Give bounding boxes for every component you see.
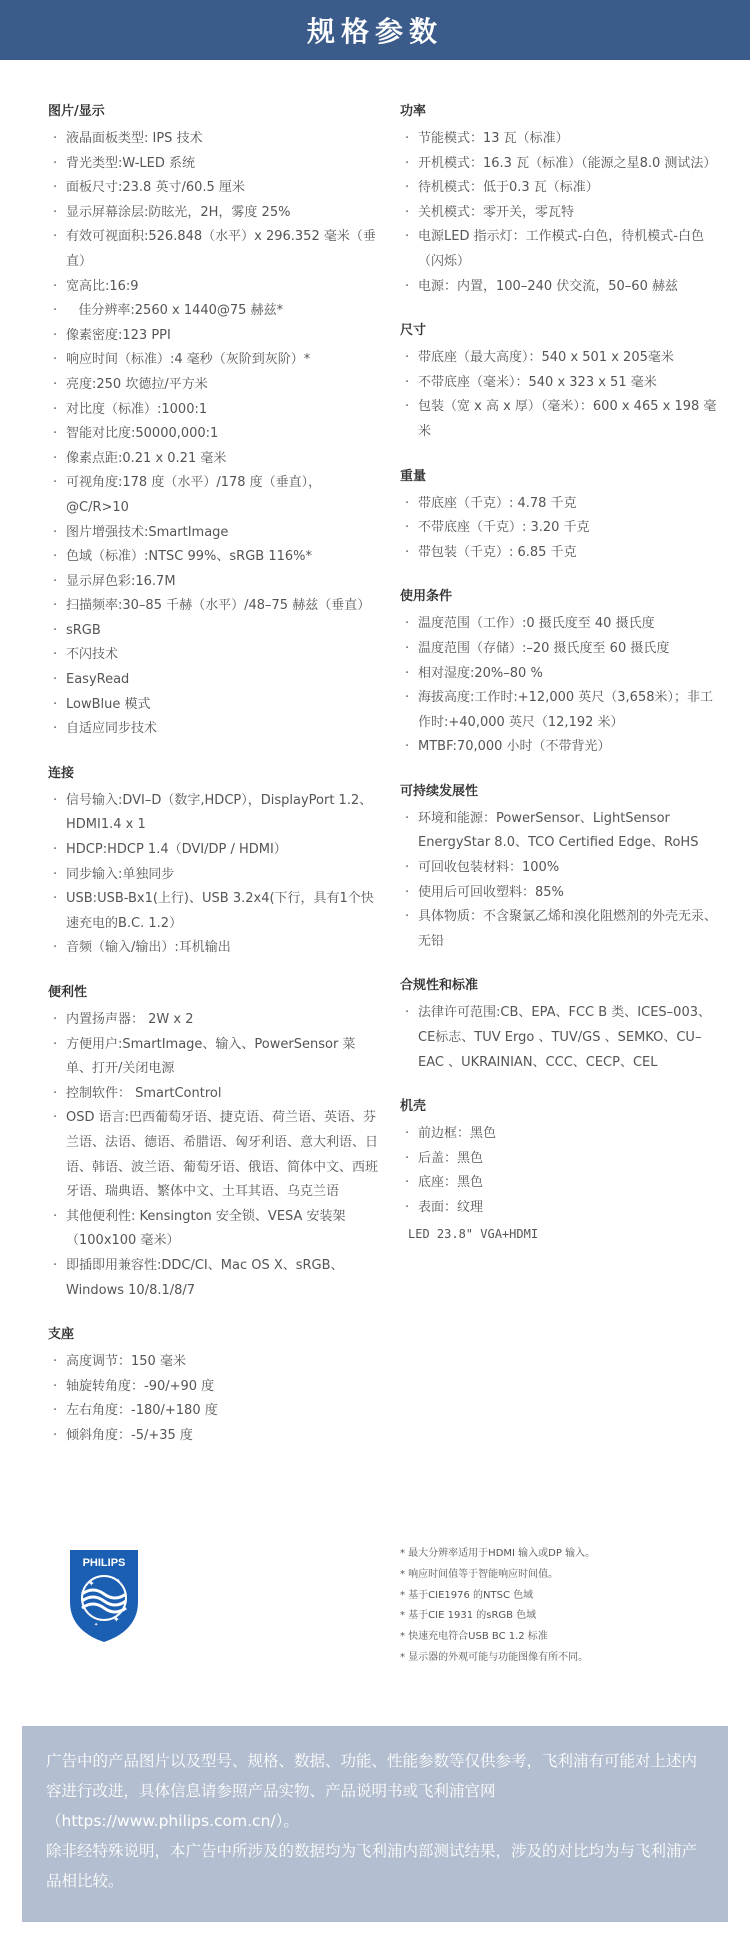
spec-item: · 开机模式：16.3 瓦（标准）（能源之星8.0 测试法） bbox=[400, 152, 720, 177]
footnote: * 显示器的外观可能与功能图像有所不同。 bbox=[400, 1651, 589, 1663]
section-display bbox=[48, 104, 378, 742]
spec-item: · 显示屏幕涂层:防眩光，2H，雾度 25% bbox=[48, 201, 378, 226]
spec-item: · 后盖：黑色 bbox=[400, 1147, 720, 1172]
section-title: 便利性 bbox=[48, 985, 88, 1000]
model-note: LED 23.8" VGA+HDMI bbox=[408, 1226, 539, 1241]
spec-item: · 可视角度:178 度（水平）/178 度（垂直），@C/R>10 bbox=[48, 471, 378, 520]
spec-list bbox=[400, 612, 720, 760]
spec-item: · 响应时间（标准）:4 毫秒（灰阶到灰阶）* bbox=[48, 348, 378, 373]
spec-item: · 左右角度：-180/+180 度 bbox=[48, 1399, 378, 1424]
svg-text:✦: ✦ bbox=[113, 1615, 120, 1624]
spec-item: · 环境和能源：PowerSensor、LightSensor EnergyStar 8.0、TCO Certified Edge、RoHS bbox=[400, 807, 720, 856]
svg-text:✦: ✦ bbox=[94, 1622, 99, 1628]
spec-item: · 具体物质：不含聚氯乙烯和溴化阻燃剂的外壳无汞、无铅 bbox=[400, 905, 720, 954]
spec-item: · 底座：黑色 bbox=[400, 1171, 720, 1196]
section-operating-conditions bbox=[400, 589, 720, 760]
spec-item: · 同步输入:单独同步 bbox=[48, 863, 378, 888]
spec-item: · 信号输入:DVI–D（数字,HDCP），DisplayPort 1.2、HDMI1.4 x 1 bbox=[48, 789, 378, 838]
section-convenience bbox=[48, 985, 378, 1303]
section-title: 连接 bbox=[48, 765, 75, 781]
spec-item: · sRGB bbox=[48, 619, 378, 644]
spec-list bbox=[400, 346, 720, 444]
footnote: * 基于CIE1976 的NTSC 色域 bbox=[400, 1589, 534, 1601]
spec-item: · 电源LED 指示灯：工作模式-白色，待机模式-白色（闪烁） bbox=[400, 225, 720, 274]
spec-item: · 内置扬声器： 2W x 2 bbox=[48, 1008, 378, 1033]
spec-item: · 对比度（标准）:1000:1 bbox=[48, 398, 378, 423]
svg-text:✦: ✦ bbox=[88, 1579, 95, 1588]
spec-item: · 轴旋转角度：-90/+90 度 bbox=[48, 1375, 378, 1400]
footnotes bbox=[400, 1544, 720, 1669]
left-column bbox=[48, 104, 378, 1473]
spec-item: · 佳分辨率:2560 x 1440@75 赫兹* bbox=[48, 299, 378, 324]
section-cabinet bbox=[400, 1099, 720, 1220]
spec-item: · 像素点距:0.21 x 0.21 毫米 bbox=[48, 447, 378, 472]
section-title: 重量 bbox=[400, 468, 427, 484]
spec-item: · 海拔高度:工作时:+12,000 英尺（3,658米）；非工作时:+40,000 英尺（12,192 米） bbox=[400, 686, 720, 735]
spec-item: · 前边框：黑色 bbox=[400, 1122, 720, 1147]
spec-list bbox=[48, 789, 378, 961]
spec-list bbox=[400, 492, 720, 566]
spec-item: · MTBF:70,000 小时（不带背光） bbox=[400, 735, 720, 760]
right-column bbox=[400, 104, 720, 1241]
spec-item: · 关机模式：零开关，零瓦特 bbox=[400, 201, 720, 226]
spec-item: · HDCP:HDCP 1.4（DVI/DP / HDMI） bbox=[48, 838, 378, 863]
spec-list bbox=[48, 127, 378, 742]
spec-item: · 待机模式：低于0.3 瓦（标准） bbox=[400, 176, 720, 201]
section-stand bbox=[48, 1327, 378, 1448]
section-dimensions bbox=[400, 323, 720, 444]
spec-item: · 其他便利性: Kensington 安全锁、VESA 安装架（100x100 毫米） bbox=[48, 1205, 378, 1254]
disclaimer-text: 广告中的产品图片以及型号、规格、数据、功能、性能参数等仅供参考，飞利浦有可能对上述内容进行改进，具体信息请参照产品实物、产品说明书或飞利浦官网（https://www.philips.com.cn/）。 bbox=[46, 1752, 698, 1830]
spec-item: · 背光类型:W-LED 系统 bbox=[48, 152, 378, 177]
spec-item: · 倾斜角度：-5/+35 度 bbox=[48, 1424, 378, 1449]
section-title: 合规性和标准 bbox=[400, 978, 479, 994]
section-power bbox=[400, 104, 720, 299]
spec-item: · 带底座（最大高度）：540 x 501 x 205毫米 bbox=[400, 346, 720, 371]
section-title: 机壳 bbox=[400, 1099, 427, 1115]
spec-item: · LowBlue 模式 bbox=[48, 693, 378, 718]
section-title: 功率 bbox=[400, 104, 427, 119]
spec-item: · 控制软件： SmartControl bbox=[48, 1082, 378, 1107]
spec-item: · 不带底座（千克）: 3.20 千克 bbox=[400, 516, 720, 541]
footnote: * 最大分辨率适用于HDMI 输入或DP 输入。 bbox=[400, 1548, 596, 1559]
spec-item: · 音频（输入/输出）:耳机输出 bbox=[48, 936, 378, 961]
header-banner bbox=[0, 0, 750, 60]
section-connectivity bbox=[48, 766, 378, 961]
disclaimer-box bbox=[22, 1726, 728, 1922]
spec-item: · 使用后可回收塑料：85% bbox=[400, 881, 720, 906]
footnote: * 快速充电符合USB BC 1.2 标准 bbox=[400, 1631, 548, 1643]
spec-item: · 面板尺寸:23.8 英寸/60.5 厘米 bbox=[48, 176, 378, 201]
spec-item: · 包装（宽 x 高 x 厚）（毫米）：600 x 465 x 198 毫米 bbox=[400, 395, 720, 444]
section-sustainability bbox=[400, 784, 720, 955]
section-title: 可持续发展性 bbox=[400, 783, 479, 799]
spec-item: · 节能模式：13 瓦（标准） bbox=[400, 127, 720, 152]
spec-item: · 温度范围（存储）:–20 摄氏度至 60 摄氏度 bbox=[400, 637, 720, 662]
disclaimer-text: 除非经特殊说明，本广告中所涉及的数据均为飞利浦内部测试结果，涉及的对比均为与飞利浦产品相比较。 bbox=[46, 1842, 698, 1890]
spec-list bbox=[48, 1350, 378, 1448]
spec-item: · 可回收包装材料：100% bbox=[400, 856, 720, 881]
spec-item: · 方便用户:SmartImage、输入、PowerSensor 菜单、打开/关闭电源 bbox=[48, 1033, 378, 1082]
spec-item: · 法律许可范围:CB、EPA、FCC B 类、ICES–003、CE标志、TUV Ergo 、TUV/GS 、SEMKO、CU–EAC 、UKRAINIAN、CCC、CECP、CEL bbox=[400, 1001, 720, 1075]
spec-item: · EasyRead bbox=[48, 668, 378, 693]
spec-list bbox=[400, 1001, 720, 1075]
svg-text:✦: ✦ bbox=[116, 1578, 121, 1584]
spec-item: · 电源：内置，100–240 伏交流，50–60 赫兹 bbox=[400, 275, 720, 300]
spec-item: · 即插即用兼容性:DDC/CI、Mac OS X、sRGB、Windows 10/8.1/8/7 bbox=[48, 1254, 378, 1303]
spec-item: · 表面：纹理 bbox=[400, 1196, 720, 1221]
spec-item: · 显示屏色彩:16.7M bbox=[48, 570, 378, 595]
spec-item: · 自适应同步技术 bbox=[48, 717, 378, 742]
spec-item: · 有效可视面积:526.848（水平）x 296.352 毫米（垂直） bbox=[48, 225, 378, 274]
section-title: 图片/显示 bbox=[48, 104, 105, 119]
section-compliance bbox=[400, 978, 720, 1075]
philips-shield-logo bbox=[66, 1546, 142, 1644]
spec-item: · 液晶面板类型: IPS 技术 bbox=[48, 127, 378, 152]
section-weight bbox=[400, 469, 720, 566]
spec-item: · 不带底座（毫米）：540 x 323 x 51 毫米 bbox=[400, 371, 720, 396]
spec-item: · 高度调节：150 毫米 bbox=[48, 1350, 378, 1375]
spec-item: · 像素密度:123 PPI bbox=[48, 324, 378, 349]
spec-item: · 智能对比度:50000,000:1 bbox=[48, 422, 378, 447]
philips-logo-icon bbox=[66, 1546, 142, 1644]
spec-item: · OSD 语言:巴西葡萄牙语、捷克语、荷兰语、英语、芬兰语、法语、德语、希腊语、匈牙利语、意大利语、日语、韩语、波兰语、葡萄牙语、俄语、简体中文、西班牙语、瑞典语、繁体中文、土耳其语、乌克兰语 bbox=[48, 1106, 378, 1204]
page-title: 规格参数 bbox=[306, 15, 443, 48]
spec-item: · 扫描频率:30–85 千赫（水平）/48–75 赫兹（垂直） bbox=[48, 594, 378, 619]
section-title: 支座 bbox=[48, 1327, 75, 1343]
section-title: 使用条件 bbox=[400, 589, 453, 605]
spec-item: · 色域（标准）:NTSC 99%、sRGB 116%* bbox=[48, 545, 378, 570]
spec-item: · 宽高比:16:9 bbox=[48, 275, 378, 300]
spec-list bbox=[400, 127, 720, 299]
spec-item: · 不闪技术 bbox=[48, 643, 378, 668]
spec-list bbox=[48, 1008, 378, 1303]
footnote: * 响应时间值等于智能响应时间值。 bbox=[400, 1568, 559, 1580]
logo-text: PHILIPS bbox=[82, 1557, 126, 1569]
spec-item: · 带底座（千克）: 4.78 千克 bbox=[400, 492, 720, 517]
spec-item: · 温度范围（工作）:0 摄氏度至 40 摄氏度 bbox=[400, 612, 720, 637]
spec-list bbox=[400, 807, 720, 955]
spec-item: · USB:USB-Bx1(上行)、USB 3.2x4(下行，具有1个快速充电的B.C. 1.2） bbox=[48, 887, 378, 936]
spec-item: · 图片增强技术:SmartImage bbox=[48, 521, 378, 546]
section-title: 尺寸 bbox=[400, 323, 427, 339]
footnote: * 基于CIE 1931 的sRGB 色域 bbox=[400, 1610, 537, 1622]
spec-item: · 亮度:250 坎德拉/平方米 bbox=[48, 373, 378, 398]
spec-item: · 相对湿度:20%–80 % bbox=[400, 662, 720, 687]
spec-item: · 带包装（千克）: 6.85 千克 bbox=[400, 541, 720, 566]
spec-list bbox=[400, 1122, 720, 1220]
